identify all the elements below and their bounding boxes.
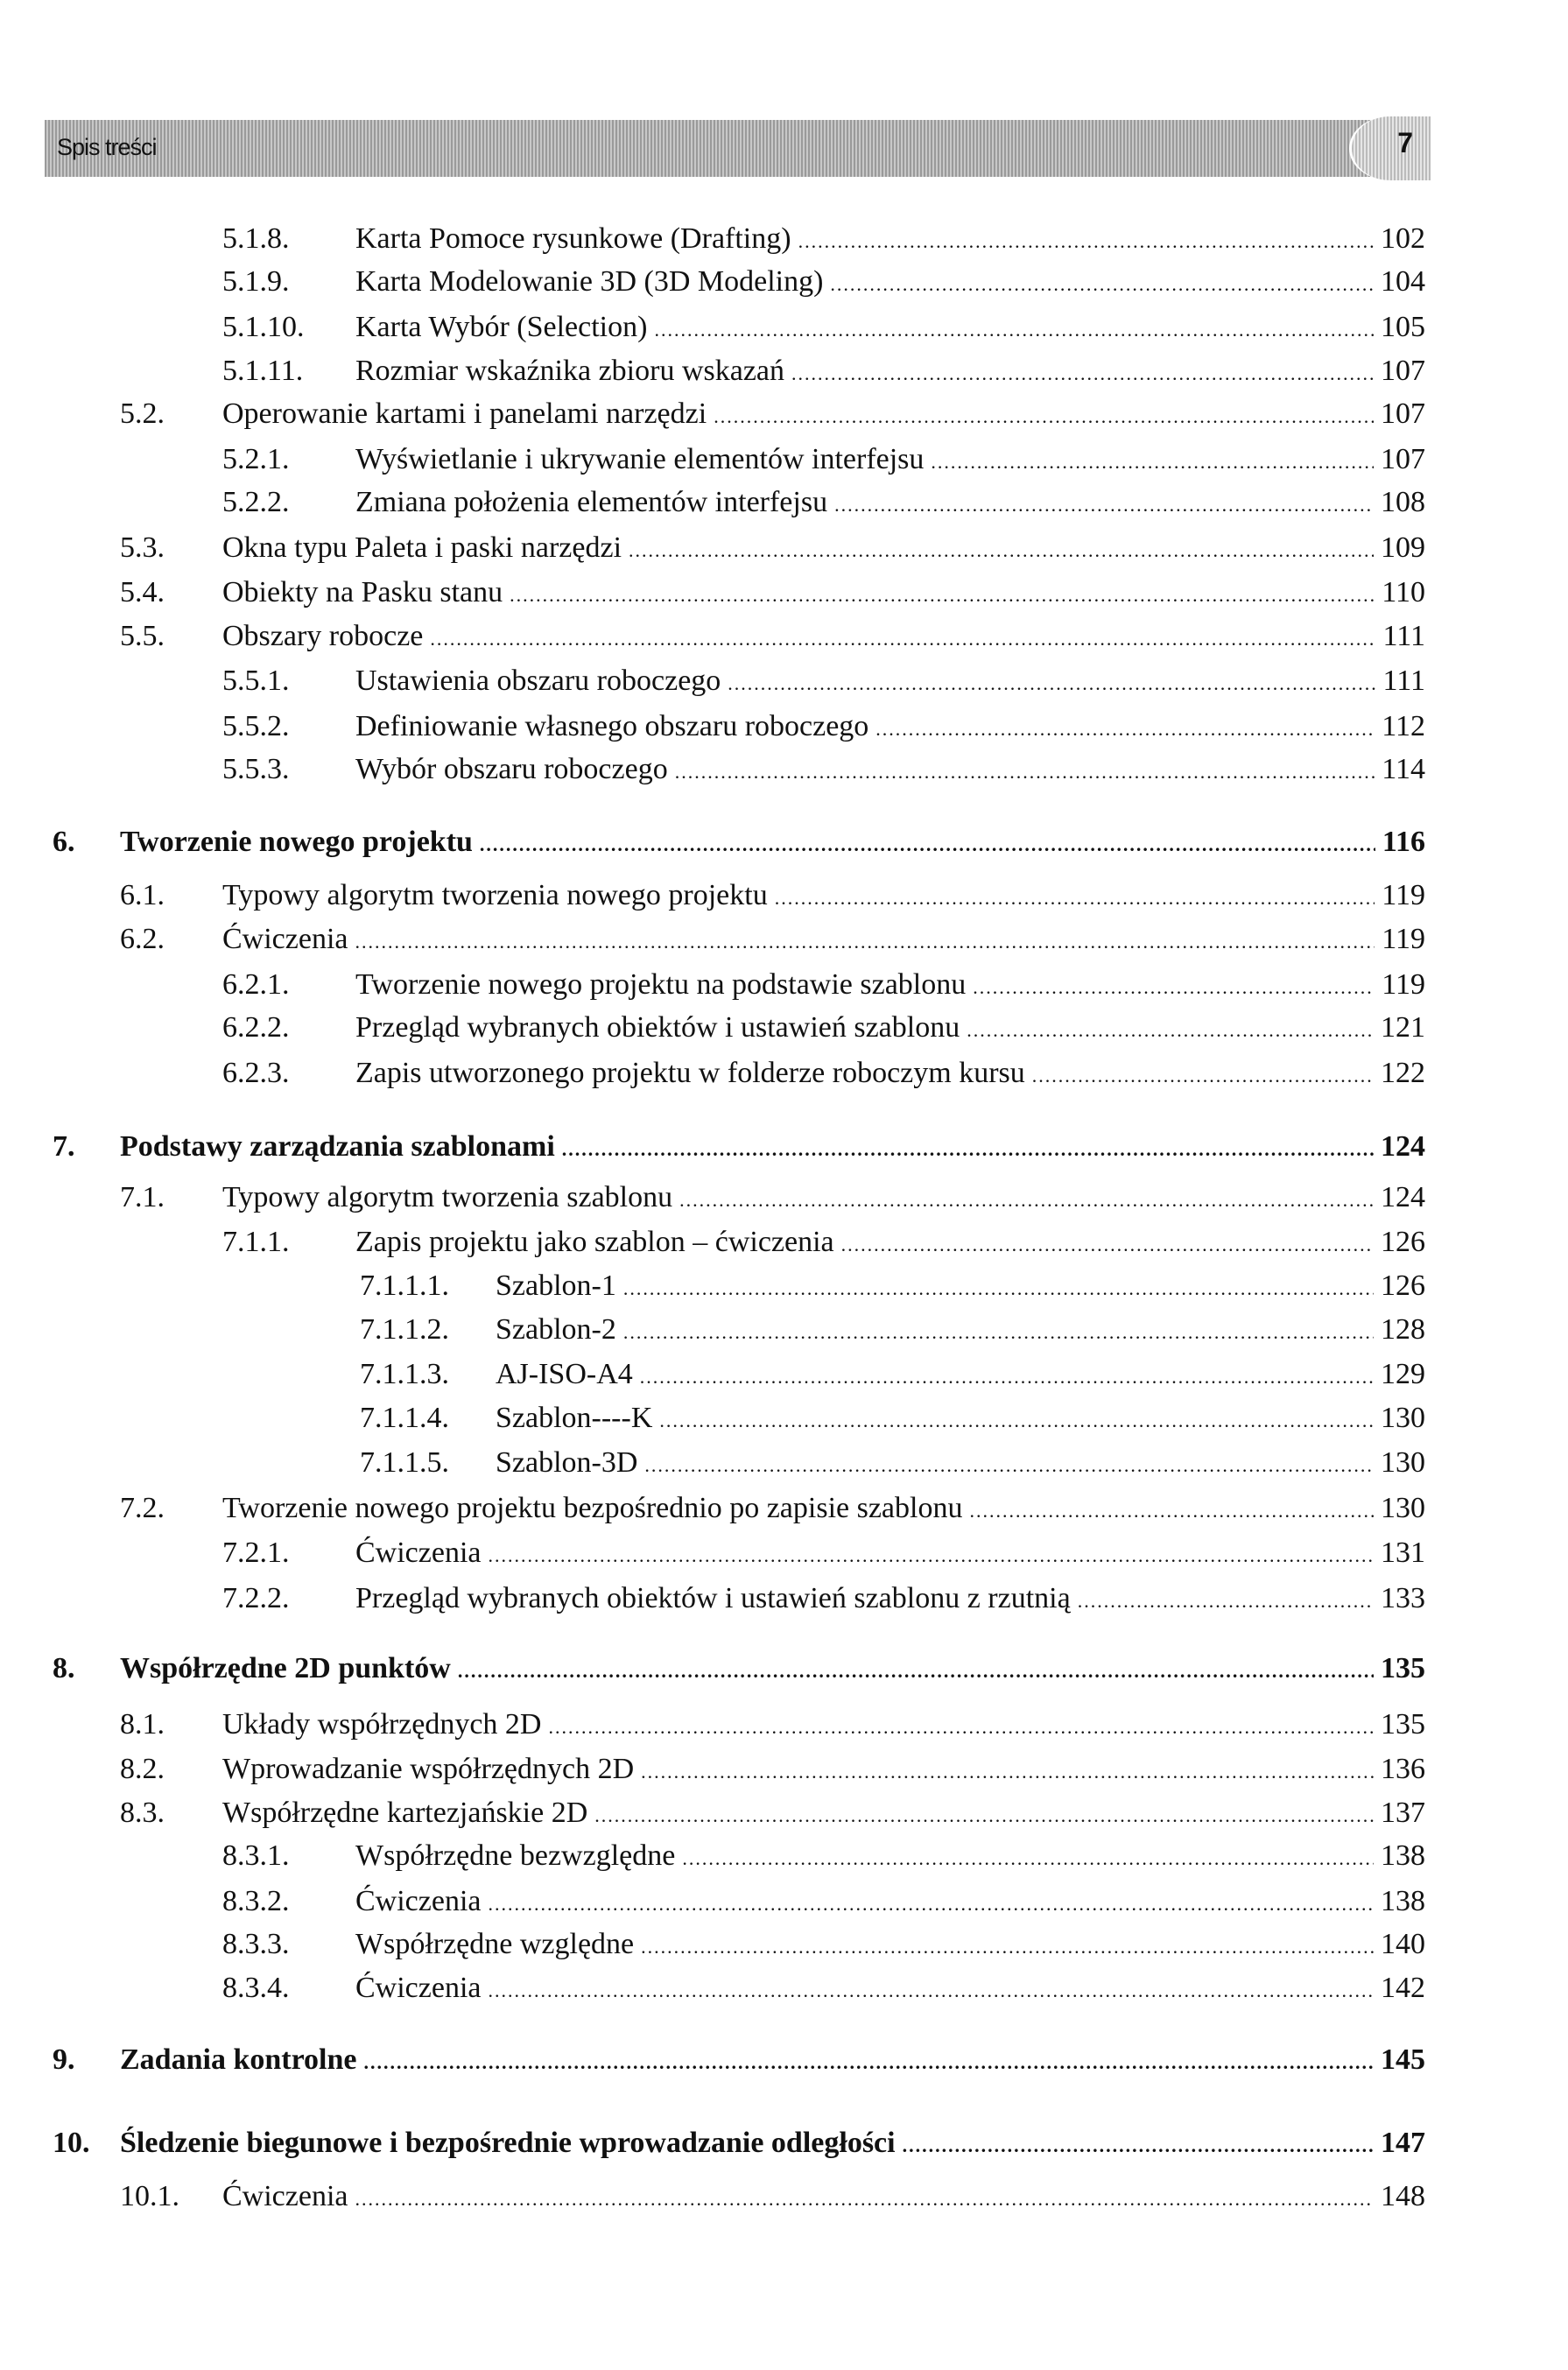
dot-leader	[798, 230, 1374, 253]
dot-leader	[1032, 1065, 1374, 1087]
toc-entry-page: 130	[1381, 1491, 1425, 1524]
toc-entry-page: 105	[1381, 310, 1425, 343]
toc-entry-page: 114	[1382, 753, 1425, 786]
dot-leader	[364, 2051, 1374, 2074]
dot-leader	[659, 1410, 1374, 1432]
toc-entry-title: Ćwiczenia	[222, 923, 348, 956]
toc-entry-number: 6.2.2.	[222, 1011, 290, 1044]
toc-entry-number: 7.1.1.3.	[360, 1358, 449, 1391]
toc-entry-title: Karta Pomoce rysunkowe (Drafting)	[355, 222, 791, 255]
dot-leader	[548, 1716, 1374, 1739]
dot-leader	[654, 319, 1374, 341]
dot-leader	[640, 1366, 1374, 1389]
toc-entry	[120, 1180, 1425, 1216]
toc-entry-number: 5.5.2.	[222, 709, 290, 742]
toc-entry-title: Typowy algorytm tworzenia nowego projektu	[222, 879, 768, 912]
toc-entry-number: 5.1.11.	[222, 354, 304, 387]
toc-entry	[120, 923, 1425, 958]
dot-leader	[969, 1500, 1374, 1523]
toc-entry-number: 8.3.1.	[222, 1839, 290, 1873]
toc-entry-number: 10.1.	[120, 2180, 179, 2213]
toc-entry-page: 109	[1381, 531, 1425, 564]
toc-entry	[360, 1269, 1425, 1305]
page-number-tab	[1349, 116, 1431, 180]
dot-leader	[675, 761, 1375, 784]
toc-entry-title: Współrzędne 2D punktów	[120, 1652, 451, 1685]
dot-leader	[641, 1761, 1374, 1783]
toc-entry-title: Podstawy zarządzania szablonami	[120, 1129, 555, 1163]
dot-leader	[430, 628, 1375, 651]
toc-entry-page: 119	[1382, 923, 1425, 956]
toc-entry-page: 137	[1381, 1796, 1425, 1829]
dot-leader	[714, 405, 1374, 428]
toc-entry-page: 126	[1381, 1269, 1425, 1303]
dot-leader	[623, 1277, 1374, 1300]
toc-entry	[222, 310, 1425, 346]
toc-entry	[120, 1707, 1425, 1743]
toc-entry-title: Przegląd wybranych obiektów i ustawień szablonu	[355, 1011, 960, 1044]
toc-entry-number: 7.1.1.2.	[360, 1312, 449, 1346]
toc-entry-title: Układy współrzędnych 2D	[222, 1707, 542, 1741]
toc-entry-title: Zapis utworzonego projektu w folderze roboczym kursu	[355, 1056, 1025, 1089]
toc-entry	[222, 1537, 1425, 1572]
toc-entry-number: 6.2.1.	[222, 967, 290, 1001]
toc-entry-page: 138	[1381, 1839, 1425, 1873]
toc-entry-title: Śledzenie biegunowe i bezpośrednie wprowadzanie odległości	[120, 2126, 896, 2159]
toc-entry-number: 8.3.3.	[222, 1928, 290, 1961]
toc-entry-number: 7.2.2.	[222, 1581, 290, 1614]
toc-entry	[120, 619, 1425, 655]
dot-leader	[644, 1454, 1374, 1477]
toc-entry-title: Ćwiczenia	[355, 1537, 482, 1570]
toc-entry-number: 5.5.	[120, 619, 165, 652]
toc-entry-title: Karta Wybór (Selection)	[355, 310, 648, 343]
dot-leader	[355, 2188, 1375, 2211]
toc-entry-page: 148	[1381, 2180, 1425, 2213]
toc-entry-page: 126	[1381, 1226, 1425, 1259]
toc-entry-page: 107	[1381, 397, 1425, 431]
toc-entry-page: 111	[1382, 619, 1425, 652]
toc-entry	[360, 1312, 1425, 1348]
dot-leader	[629, 539, 1374, 562]
toc-entry-title: Wyświetlanie i ukrywanie elementów interfejsu	[355, 442, 925, 475]
toc-entry	[360, 1446, 1425, 1481]
toc-entry-page: 107	[1381, 442, 1425, 475]
toc-entry	[222, 665, 1425, 700]
toc-entry-number: 6.	[53, 825, 75, 858]
toc-entry-number: 8.2.	[120, 1752, 165, 1785]
toc-entry-number: 7.1.1.4.	[360, 1401, 449, 1434]
toc-entry-title: Szablon-2	[496, 1312, 616, 1346]
toc-entry-page: 131	[1381, 1537, 1425, 1570]
toc-entry-number: 8.1.	[120, 1707, 165, 1741]
toc-entry-title: Tworzenie nowego projektu bezpośrednio po zapisie szablonu	[222, 1491, 963, 1524]
toc-entry-number: 7.2.	[120, 1491, 165, 1524]
toc-entry	[222, 1928, 1425, 1963]
toc-entry-page: 112	[1382, 709, 1425, 742]
header-title: Spis treści	[57, 134, 157, 160]
toc-entry-number: 7.1.1.5.	[360, 1446, 449, 1480]
toc-entry	[120, 2180, 1425, 2215]
toc-entry	[120, 1796, 1425, 1832]
toc-entry	[53, 2126, 1425, 2162]
dot-leader	[728, 672, 1375, 695]
dot-leader	[903, 2134, 1374, 2157]
toc-entry-title: Karta Modelowanie 3D (3D Modeling)	[355, 265, 824, 299]
dot-leader	[1078, 1590, 1374, 1613]
toc-entry-number: 7.2.1.	[222, 1537, 290, 1570]
toc-entry-number: 5.3.	[120, 531, 165, 564]
dot-leader	[562, 1138, 1374, 1161]
toc-entry-number: 7.1.1.1.	[360, 1269, 449, 1303]
dot-leader	[679, 1189, 1374, 1212]
dot-leader	[875, 718, 1375, 741]
toc-entry	[53, 2043, 1425, 2078]
toc-entry-number: 6.2.	[120, 923, 165, 956]
toc-entry	[53, 1129, 1425, 1165]
toc-entry	[222, 753, 1425, 788]
toc-entry-page: 135	[1381, 1652, 1425, 1685]
toc-entry-page: 119	[1382, 879, 1425, 912]
dot-leader	[594, 1804, 1374, 1827]
dot-leader	[791, 362, 1374, 385]
toc-entry	[53, 825, 1425, 861]
toc-entry-page: 135	[1381, 1707, 1425, 1741]
page-number: 7	[1397, 127, 1413, 158]
toc-entry	[222, 1884, 1425, 1920]
toc-entry-page: 129	[1381, 1358, 1425, 1391]
toc-entry-title: Tworzenie nowego projektu	[120, 825, 473, 858]
dot-leader	[489, 1980, 1375, 2002]
toc-entry-number: 5.5.1.	[222, 665, 290, 698]
toc-entry-title: Współrzędne bezwzględne	[355, 1839, 676, 1873]
dot-leader	[641, 1936, 1374, 1959]
toc-entry-title: Ćwiczenia	[355, 1972, 482, 2005]
toc-entry-page: 108	[1381, 486, 1425, 519]
toc-entry-title: AJ-ISO-A4	[496, 1358, 633, 1391]
dot-leader	[458, 1660, 1374, 1683]
dot-leader	[931, 451, 1374, 474]
running-header	[45, 120, 1425, 177]
toc-entry-title: Współrzędne względne	[355, 1928, 635, 1961]
toc-entry-title: Definiowanie własnego obszaru roboczego	[355, 709, 869, 742]
toc-entry-page: 121	[1381, 1011, 1425, 1044]
toc-entry-number: 5.2.	[120, 397, 165, 431]
toc-entry-page: 130	[1381, 1401, 1425, 1434]
toc-entry-number: 7.	[53, 1129, 75, 1163]
toc-entry-title: Zapis projektu jako szablon – ćwiczenia	[355, 1226, 834, 1259]
toc-entry-number: 9.	[53, 2043, 75, 2077]
toc-entry-page: 107	[1381, 354, 1425, 387]
dot-leader	[489, 1893, 1375, 1916]
toc-entry	[222, 222, 1425, 257]
toc-entry-title: Ćwiczenia	[222, 2180, 348, 2213]
toc-entry-page: 130	[1381, 1446, 1425, 1480]
toc-entry	[360, 1358, 1425, 1393]
toc-entry-number: 7.1.1.	[222, 1226, 290, 1259]
toc-entry	[222, 967, 1425, 1003]
toc-entry-number: 5.1.9.	[222, 265, 290, 299]
toc-entry-number: 6.2.3.	[222, 1056, 290, 1089]
toc-entry-title: Zadania kontrolne	[120, 2043, 357, 2077]
toc-entry-number: 5.4.	[120, 576, 165, 609]
toc-entry-page: 147	[1381, 2126, 1425, 2159]
toc-entry-number: 8.3.4.	[222, 1972, 290, 2005]
dot-leader	[830, 273, 1374, 296]
toc-entry-title: Okna typu Paleta i paski narzędzi	[222, 531, 622, 564]
toc-entry-number: 5.1.8.	[222, 222, 290, 255]
toc-entry	[222, 442, 1425, 478]
toc-entry-title: Szablon----K	[496, 1401, 653, 1434]
toc-entry	[360, 1401, 1425, 1437]
toc-entry-number: 8.3.	[120, 1796, 165, 1829]
toc-entry	[120, 1491, 1425, 1527]
dot-leader	[967, 1019, 1374, 1042]
toc-entry-title: Przegląd wybranych obiektów i ustawień szablonu z rzutnią	[355, 1581, 1071, 1614]
toc-entry-page: 122	[1381, 1056, 1425, 1089]
dot-leader	[834, 494, 1374, 517]
toc-entry	[53, 1652, 1425, 1687]
toc-entry	[222, 486, 1425, 521]
toc-entry-title: Operowanie kartami i panelami narzędzi	[222, 397, 707, 431]
toc-entry	[222, 1581, 1425, 1617]
toc-entry-title: Obszary robocze	[222, 619, 424, 652]
dot-leader	[480, 833, 1375, 856]
toc-entry-title: Szablon-1	[496, 1269, 616, 1303]
toc-entry-title: Zmiana położenia elementów interfejsu	[355, 486, 828, 519]
dot-leader	[973, 976, 1375, 999]
toc-entry-page: 111	[1382, 665, 1425, 698]
toc-entry-title: Wprowadzanie współrzędnych 2D	[222, 1752, 635, 1785]
dot-leader	[623, 1321, 1374, 1344]
toc-entry-page: 102	[1381, 222, 1425, 255]
toc-entry-page: 136	[1381, 1752, 1425, 1785]
toc-entry	[222, 1056, 1425, 1092]
toc-entry-number: 5.1.10.	[222, 310, 305, 343]
dot-leader	[355, 931, 1375, 953]
toc-entry-number: 10.	[53, 2126, 90, 2159]
toc-entry-page: 119	[1382, 967, 1425, 1001]
toc-entry-number: 8.3.2.	[222, 1884, 290, 1917]
toc-entry-page: 128	[1381, 1312, 1425, 1346]
toc-entry	[222, 1226, 1425, 1261]
toc-entry	[120, 531, 1425, 566]
toc-entry	[222, 265, 1425, 300]
toc-entry	[120, 1752, 1425, 1788]
toc-entry-page: 124	[1381, 1129, 1425, 1163]
dot-leader	[841, 1234, 1374, 1256]
toc-entry	[222, 1839, 1425, 1874]
toc-entry-page: 104	[1381, 265, 1425, 299]
dot-leader	[510, 584, 1375, 607]
toc-entry-title: Typowy algorytm tworzenia szablonu	[222, 1180, 673, 1213]
toc-entry-page: 138	[1381, 1884, 1425, 1917]
toc-entry-page: 140	[1381, 1928, 1425, 1961]
toc-entry-title: Wybór obszaru roboczego	[355, 753, 668, 786]
toc-entry-page: 133	[1381, 1581, 1425, 1614]
toc-entry-number: 5.2.2.	[222, 486, 290, 519]
toc-entry-number: 8.	[53, 1652, 75, 1685]
toc-entry-page: 110	[1382, 576, 1425, 609]
toc-entry	[222, 1011, 1425, 1046]
toc-entry-page: 124	[1381, 1180, 1425, 1213]
toc-entry	[120, 879, 1425, 914]
toc-entry	[120, 576, 1425, 611]
toc-entry-page: 145	[1381, 2043, 1425, 2077]
toc-entry-title: Tworzenie nowego projektu na podstawie szablonu	[355, 967, 967, 1001]
toc-entry-title: Ustawienia obszaru roboczego	[355, 665, 721, 698]
toc-entry	[120, 397, 1425, 433]
toc-entry	[222, 1972, 1425, 2007]
toc-entry-number: 7.1.	[120, 1180, 165, 1213]
toc-entry-title: Obiekty na Pasku stanu	[222, 576, 503, 609]
dot-leader	[775, 887, 1375, 910]
dot-leader	[682, 1847, 1374, 1870]
toc-entry-number: 5.2.1.	[222, 442, 290, 475]
toc-entry	[222, 709, 1425, 745]
toc-entry-title: Ćwiczenia	[355, 1884, 482, 1917]
dot-leader	[489, 1544, 1375, 1567]
toc-entry-page: 116	[1382, 825, 1425, 858]
toc-entry	[222, 354, 1425, 390]
toc-entry-title: Współrzędne kartezjańskie 2D	[222, 1796, 588, 1829]
toc-entry-title: Rozmiar wskaźnika zbioru wskazań	[355, 354, 784, 387]
toc-entry-page: 142	[1381, 1972, 1425, 2005]
toc-entry-title: Szablon-3D	[496, 1446, 638, 1480]
toc-entry-number: 5.5.3.	[222, 753, 290, 786]
toc-entry-number: 6.1.	[120, 879, 165, 912]
